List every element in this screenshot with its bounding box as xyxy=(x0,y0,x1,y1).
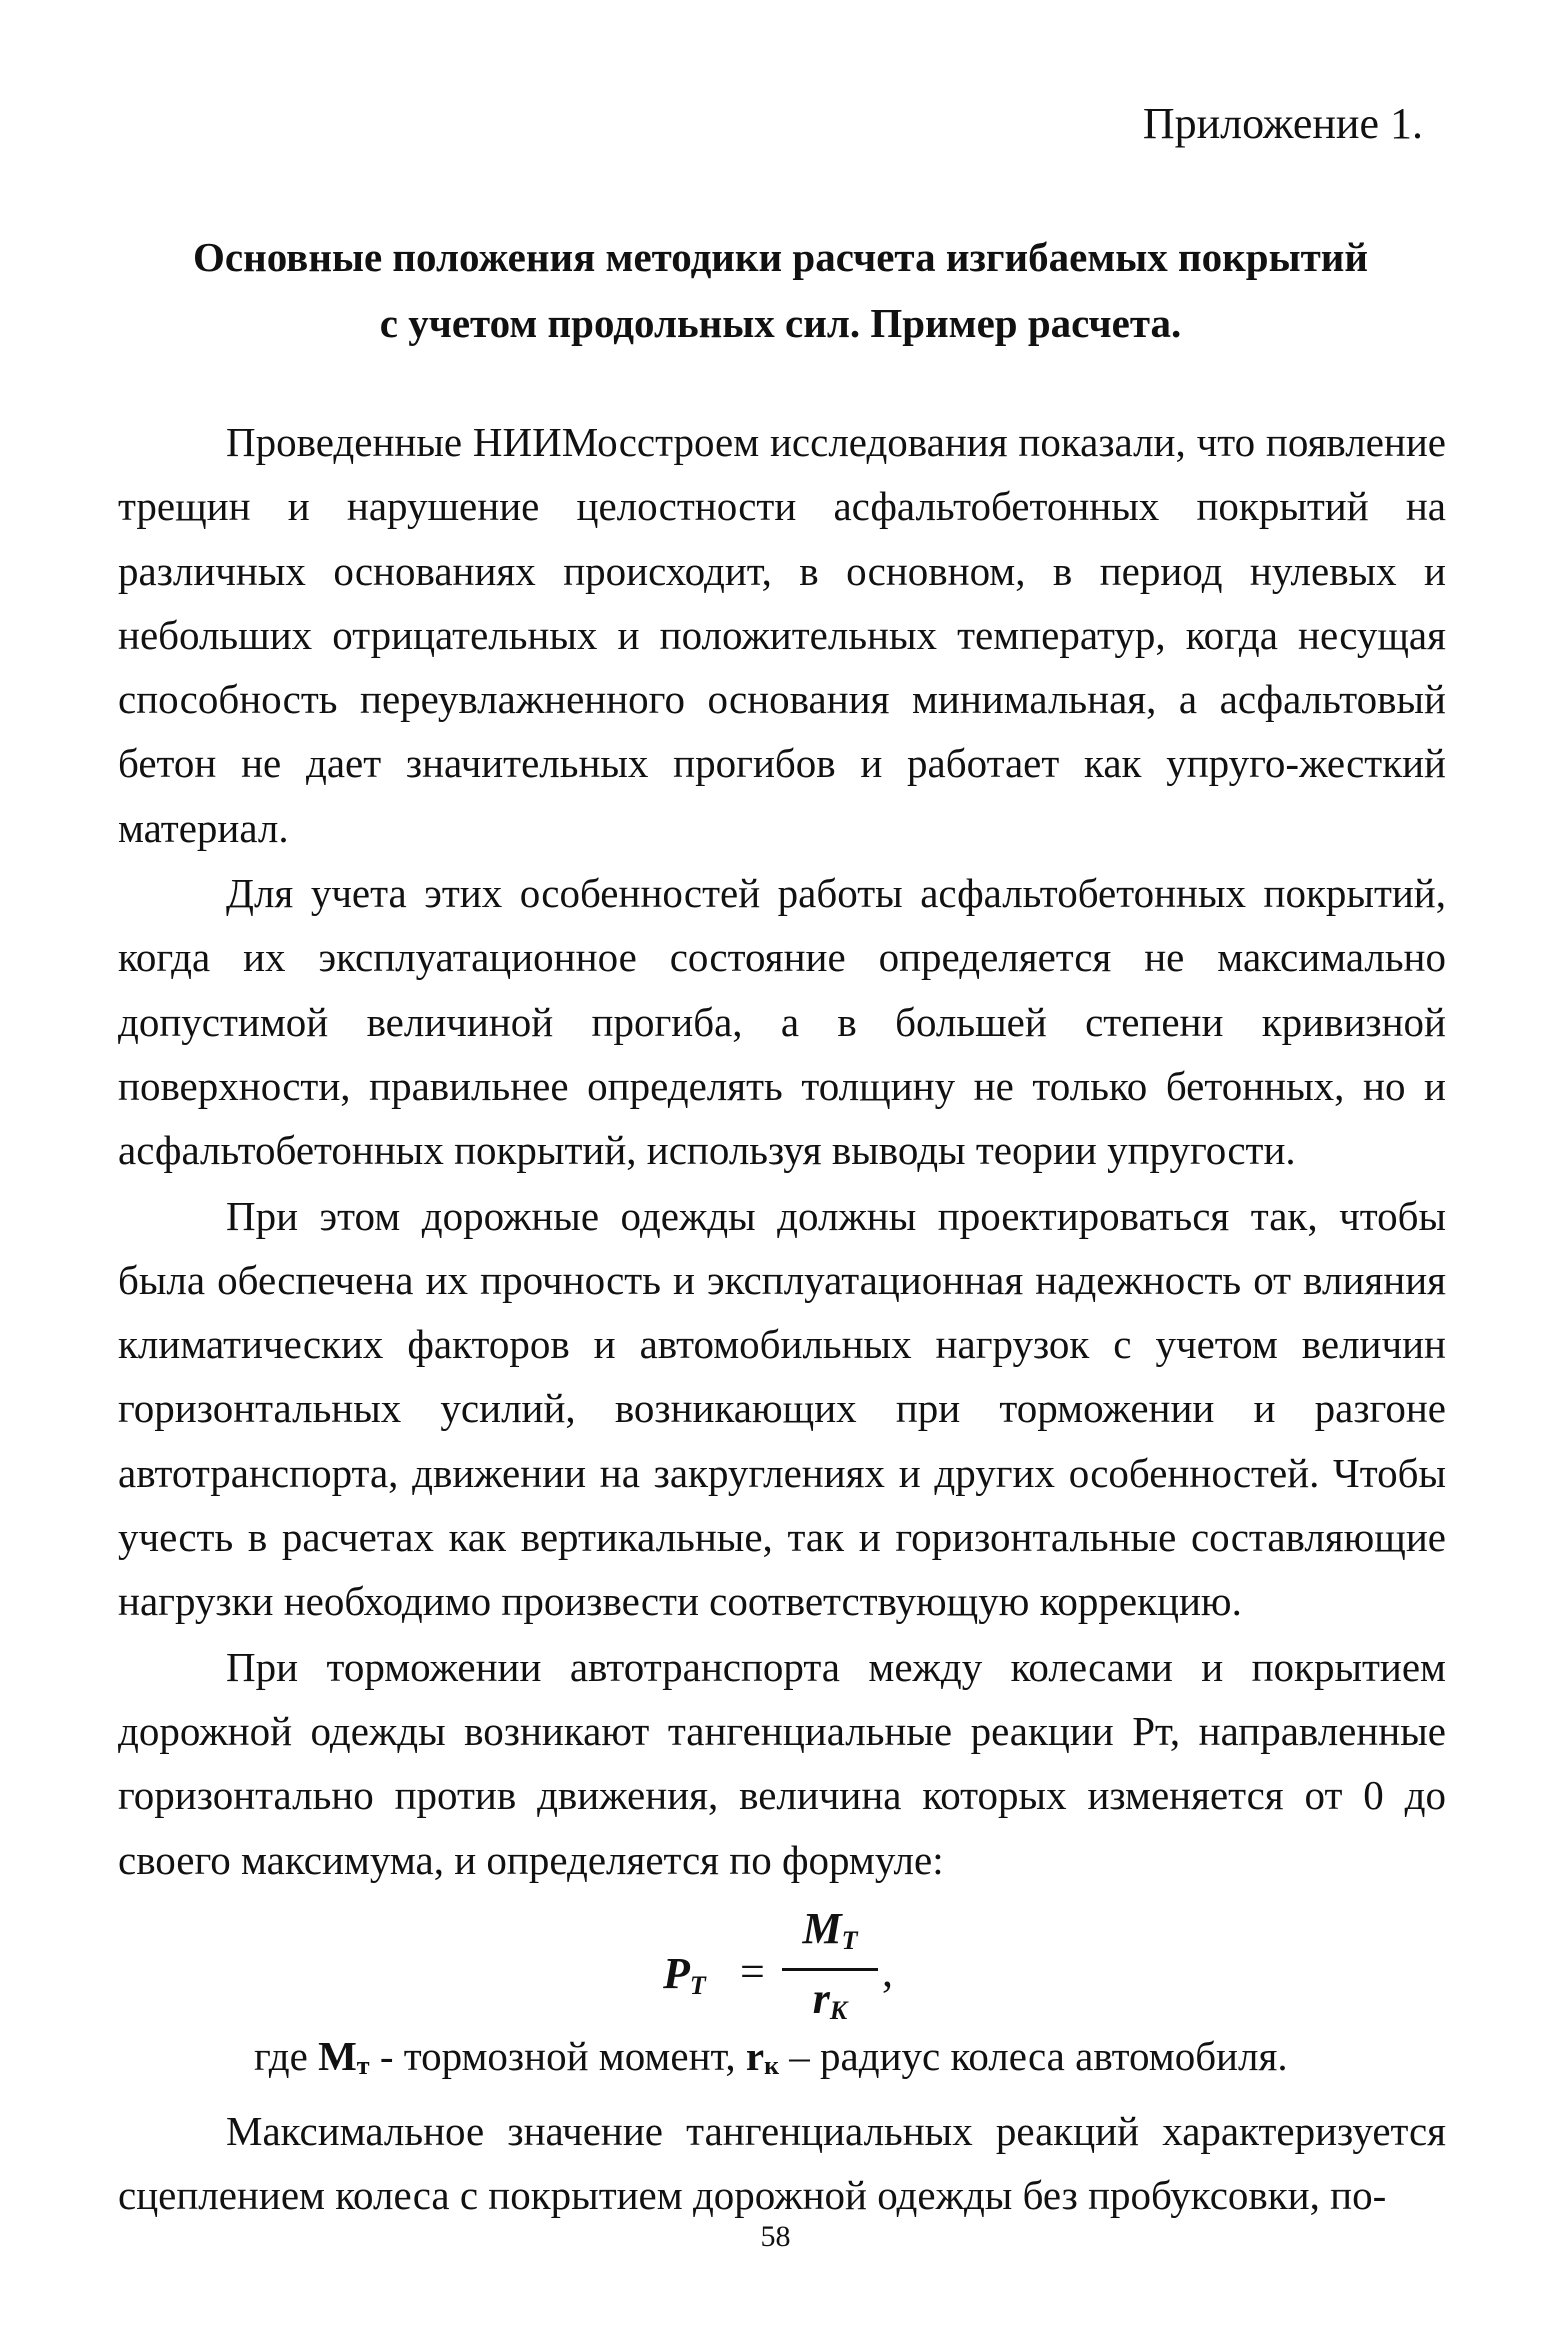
formula-denominator: $r_K$ xyxy=(812,1973,848,2025)
paragraph-5: Максимальное значение тангенциальных реакций характеризуется сцеплением колеса с покрытием дорожной одежды без пробуксовки, по- xyxy=(118,2108,1446,2219)
formula-comma: , xyxy=(882,1946,893,1996)
body-text xyxy=(118,410,1446,2229)
moment-symbol: $M_т$ xyxy=(318,2032,370,2080)
appendix-label: Приложение 1. xyxy=(1142,99,1423,148)
paragraph-2: Для учета этих особенностей работы асфальтобетонных покрытий, когда их эксплуатационное состояние определяется не максимально допустимой величиной прогиба, а в большей степени кривизной поверхности, правильнее определять толщину не только бетонных, но и асфальтобетонных покрытий, используя выводы теории упругости. xyxy=(118,870,1446,1174)
paragraph-4: При торможении автотранспорта между колесами и покрытием дорожной одежды возникают тангенциальные реакции Pт, направленные горизонтально против движения, величина которых изменяется от 0 до своего максимума, и определяется по формуле: xyxy=(118,1643,1446,1883)
paragraph-3: При этом дорожные одежды должны проектироваться так, чтобы была обеспечена их прочность и эксплуатационная надежность от влияния климатических факторов и автомобильных нагрузок с учетом величин горизонтальных усилий, возникающих при торможении и разгоне автотранспорта, движении на закруглениях и других особенностей. Чтобы учесть в расчетах как вертикальные, так и горизонтальные составляющие нагрузки необходимо произвести соответствующую коррекцию. xyxy=(118,1192,1446,1625)
braking-force-formula xyxy=(118,1902,1446,2025)
radius-symbol: $r_к$ xyxy=(745,2032,780,2080)
formula-fraction xyxy=(782,1902,878,2039)
document-title xyxy=(110,224,1451,356)
title-line-2: с учетом продольных сил. Пример расчета. xyxy=(379,300,1182,346)
formula-equals: = xyxy=(740,1946,765,1996)
page-number: 58 xyxy=(760,2220,791,2253)
title-line-1: Основные положения методики расчета изгибаемых покрытий xyxy=(192,234,1368,280)
formula-lhs: $P_T$ xyxy=(663,1948,706,2000)
paragraph-1: Проведенные НИИМосстроем исследования показали, что появление трещин и нарушение целостности асфальтобетонных покрытий на различных основаниях происходит, в основном, в период нулевых и небольших отрицательных и положительных температур, когда несущая способность переувлажненного основания минимальная, а асфальтовый бетон не дает значительных прогибов и работает как упруго-жесткий материал. xyxy=(118,419,1446,851)
formula-numerator: $M_T$ xyxy=(782,1902,878,1971)
formula-legend: где $M_т$ - тормозной момент, $r_к$ – радиус колеса автомобиля. xyxy=(254,2032,1288,2080)
